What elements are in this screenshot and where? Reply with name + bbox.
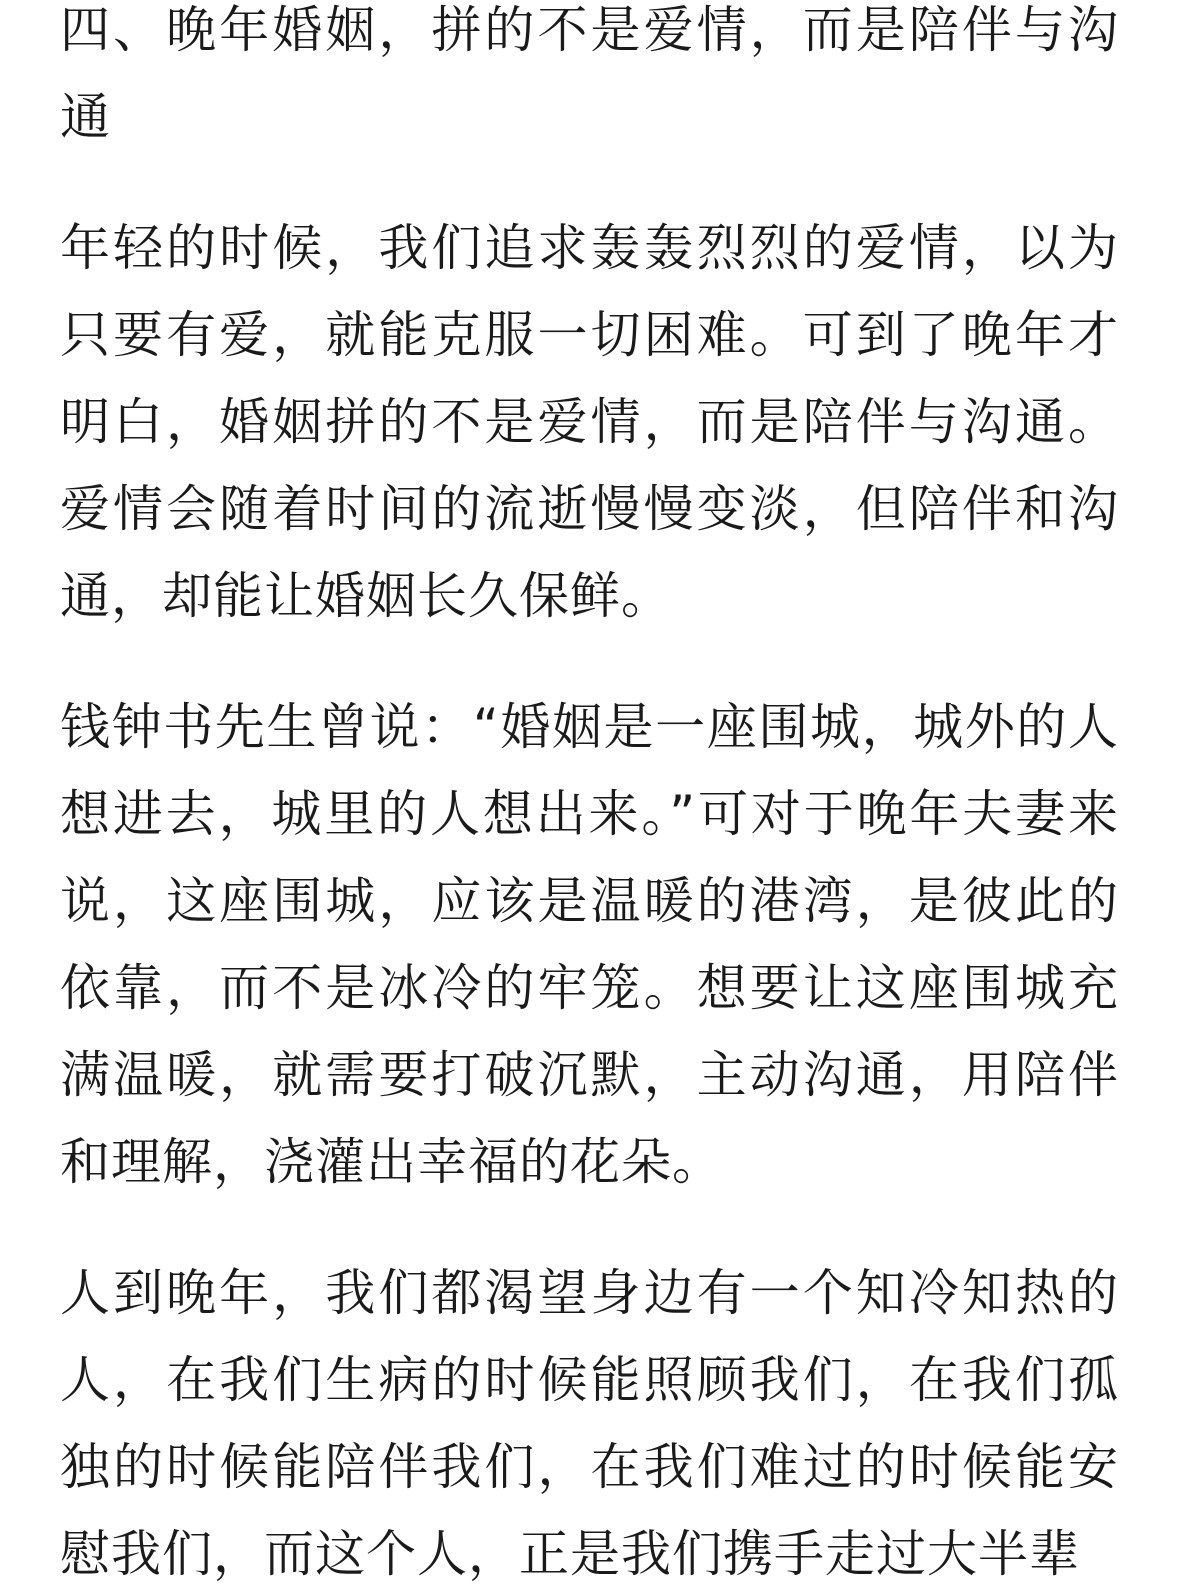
paragraph-old-age-companion: 人到晚年，我们都渴望身边有一个知冷知热的人，在我们生病的时候能照顾我们，在我们孤独的时候能陪伴我们，在我们难过的时候能安慰我们，而这个人，正是我们携手走过大半辈: [60, 1264, 1119, 1583]
article-body: [60, 0, 1119, 1592]
paragraph-qian-zhongshu-quote: 钱钟书先生曾说：“婚姻是一座围城，城外的人想进去，城里的人想出来。”可对于晚年夫妻来说，这座围城，应该是温暖的港湾，是彼此的依靠，而不是冰冷的牢笼。想要让这座围城充满温暖，就需要打破沉默，主动沟通，用陪伴和理解，浇灌出幸福的花朵。: [60, 698, 1119, 1191]
section-heading: 四、晚年婚姻，拼的不是爱情，而是陪伴与沟通: [60, 1, 1119, 146]
paragraph-youth-love: 年轻的时候，我们追求轰轰烈烈的爱情，以为只要有爱，就能克服一切困难。可到了晚年才明白，婚姻拼的不是爱情，而是陪伴与沟通。爱情会随着时间的流逝慢慢变淡，但陪伴和沟通，却能让婚姻长久保鲜。: [60, 219, 1119, 625]
